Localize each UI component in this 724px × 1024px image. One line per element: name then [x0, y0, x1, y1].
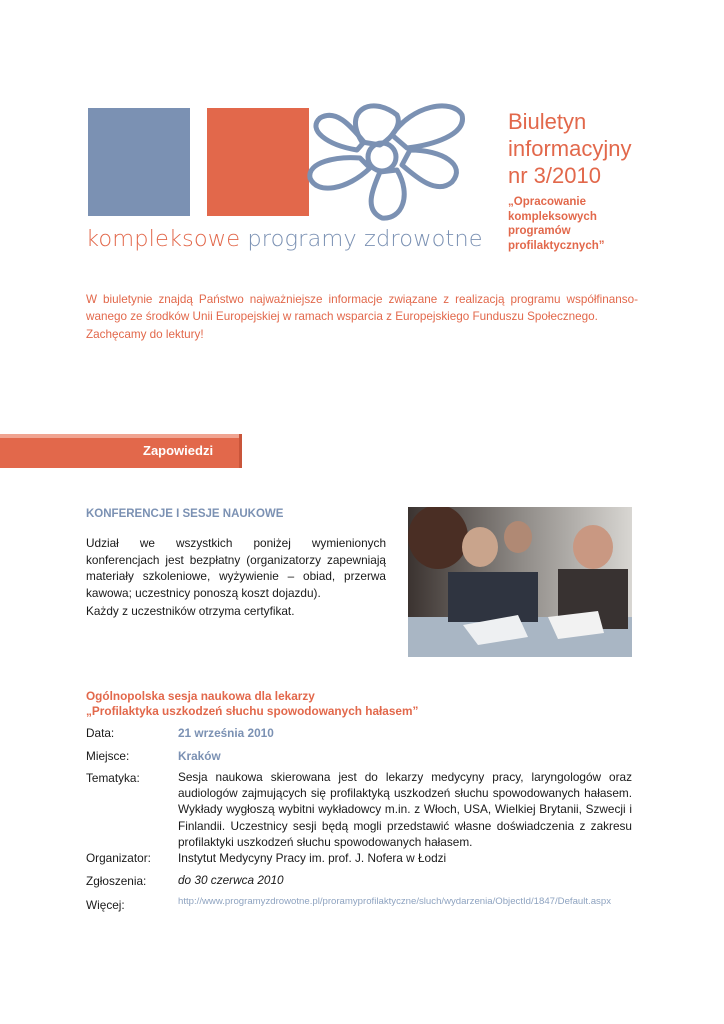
place-value: Kraków: [178, 749, 221, 763]
logo-square-orange: [207, 108, 309, 216]
brand-part-1: kompleksowe: [86, 226, 241, 252]
event-title: [86, 689, 418, 719]
registration-label: Zgłoszenia:: [86, 874, 147, 888]
subtitle-line-2: kompleksowych: [508, 210, 597, 223]
intro-invite: Zachęcamy do lektury!: [86, 328, 204, 341]
logo-square-blue: [88, 108, 190, 216]
subtitle-line-1: „Opracowanie: [508, 196, 586, 208]
bulletin-title: [508, 108, 631, 189]
conference-text: Udział we wszystkich poniżej wymienionych konferencjach jest bezpłatny (organizatorzy zapewniają materiały szkoleniowe, wyżywienie – obiad, przerwa kawowa; uczestnicy ponoszą koszt dojazdu).: [86, 536, 386, 600]
event-title-line-1: Ogólnopolska sesja naukowa dla lekarzy: [86, 689, 315, 703]
date-value: 21 września 2010: [178, 726, 274, 740]
flower-logo-icon: [302, 90, 472, 230]
event-title-line-2: „Profilaktyka uszkodzeń słuchu spowodowanych hałasem”: [86, 704, 419, 718]
conference-certificate: Każdy z uczestników otrzyma certyfikat.: [86, 604, 295, 618]
more-link[interactable]: http://www.programyzdrowotne.pl/proramyprofilaktyczne/sluch/wydarzenia/ObjectId/1847/Default.aspx: [178, 896, 611, 907]
brand-name: [86, 226, 483, 252]
subtitle-line-3: programów: [508, 225, 571, 237]
section-bar-edge: [239, 434, 242, 468]
organizer-label: Organizator:: [86, 851, 151, 865]
bulletin-subtitle: [508, 195, 605, 253]
section-bar-highlight: [0, 434, 241, 438]
bulletin-title-line-1: Biuletyn: [508, 109, 587, 134]
bulletin-title-line-2: informacyjny: [508, 136, 632, 161]
more-label: Więcej:: [86, 898, 125, 912]
section-title: Zapowiedzi: [143, 443, 214, 458]
intro-paragraph: W biuletynie znajdą Państwo najważniejsze informacje związane z realizacją programu współfinanso-wanego ze środków Unii Europejskiej w ramach wsparcia z Europejskiego Funduszu Społecznego.: [86, 293, 638, 323]
date-label: Data:: [86, 726, 115, 740]
subtitle-line-4: profilaktycznych”: [508, 239, 605, 252]
brand-part-2: programy zdrowotne: [247, 226, 483, 252]
bulletin-title-line-3: nr 3/2010: [508, 163, 601, 188]
conference-heading: KONFERENCJE I SESJE NAUKOWE: [86, 508, 284, 520]
topic-label: Tematyka:: [86, 771, 140, 785]
organizer-value: Instytut Medycyny Pracy im. prof. J. Nofera w Łodzi: [178, 851, 447, 865]
place-label: Miejsce:: [86, 749, 130, 763]
conference-photo: [408, 507, 632, 657]
topic-value: Sesja naukowa skierowana jest do lekarzy medycyny pracy, laryngologów oraz audiologów zajmujących się profilaktyką uszkodzeń słuchu spowodowanych hałasem. Wykłady wygłoszą wybitni wykładowcy m.in. z Włoch, USA, Wielkiej Brytanii, Szwecji i Finlandii. Uczestnicy sesji będą mogli przedstawić własne doświadczenia z zakresu profilaktyki uszkodzeń słuchu spowodowanych hałasem.: [178, 770, 632, 849]
registration-value: do 30 czerwca 2010: [178, 873, 284, 887]
